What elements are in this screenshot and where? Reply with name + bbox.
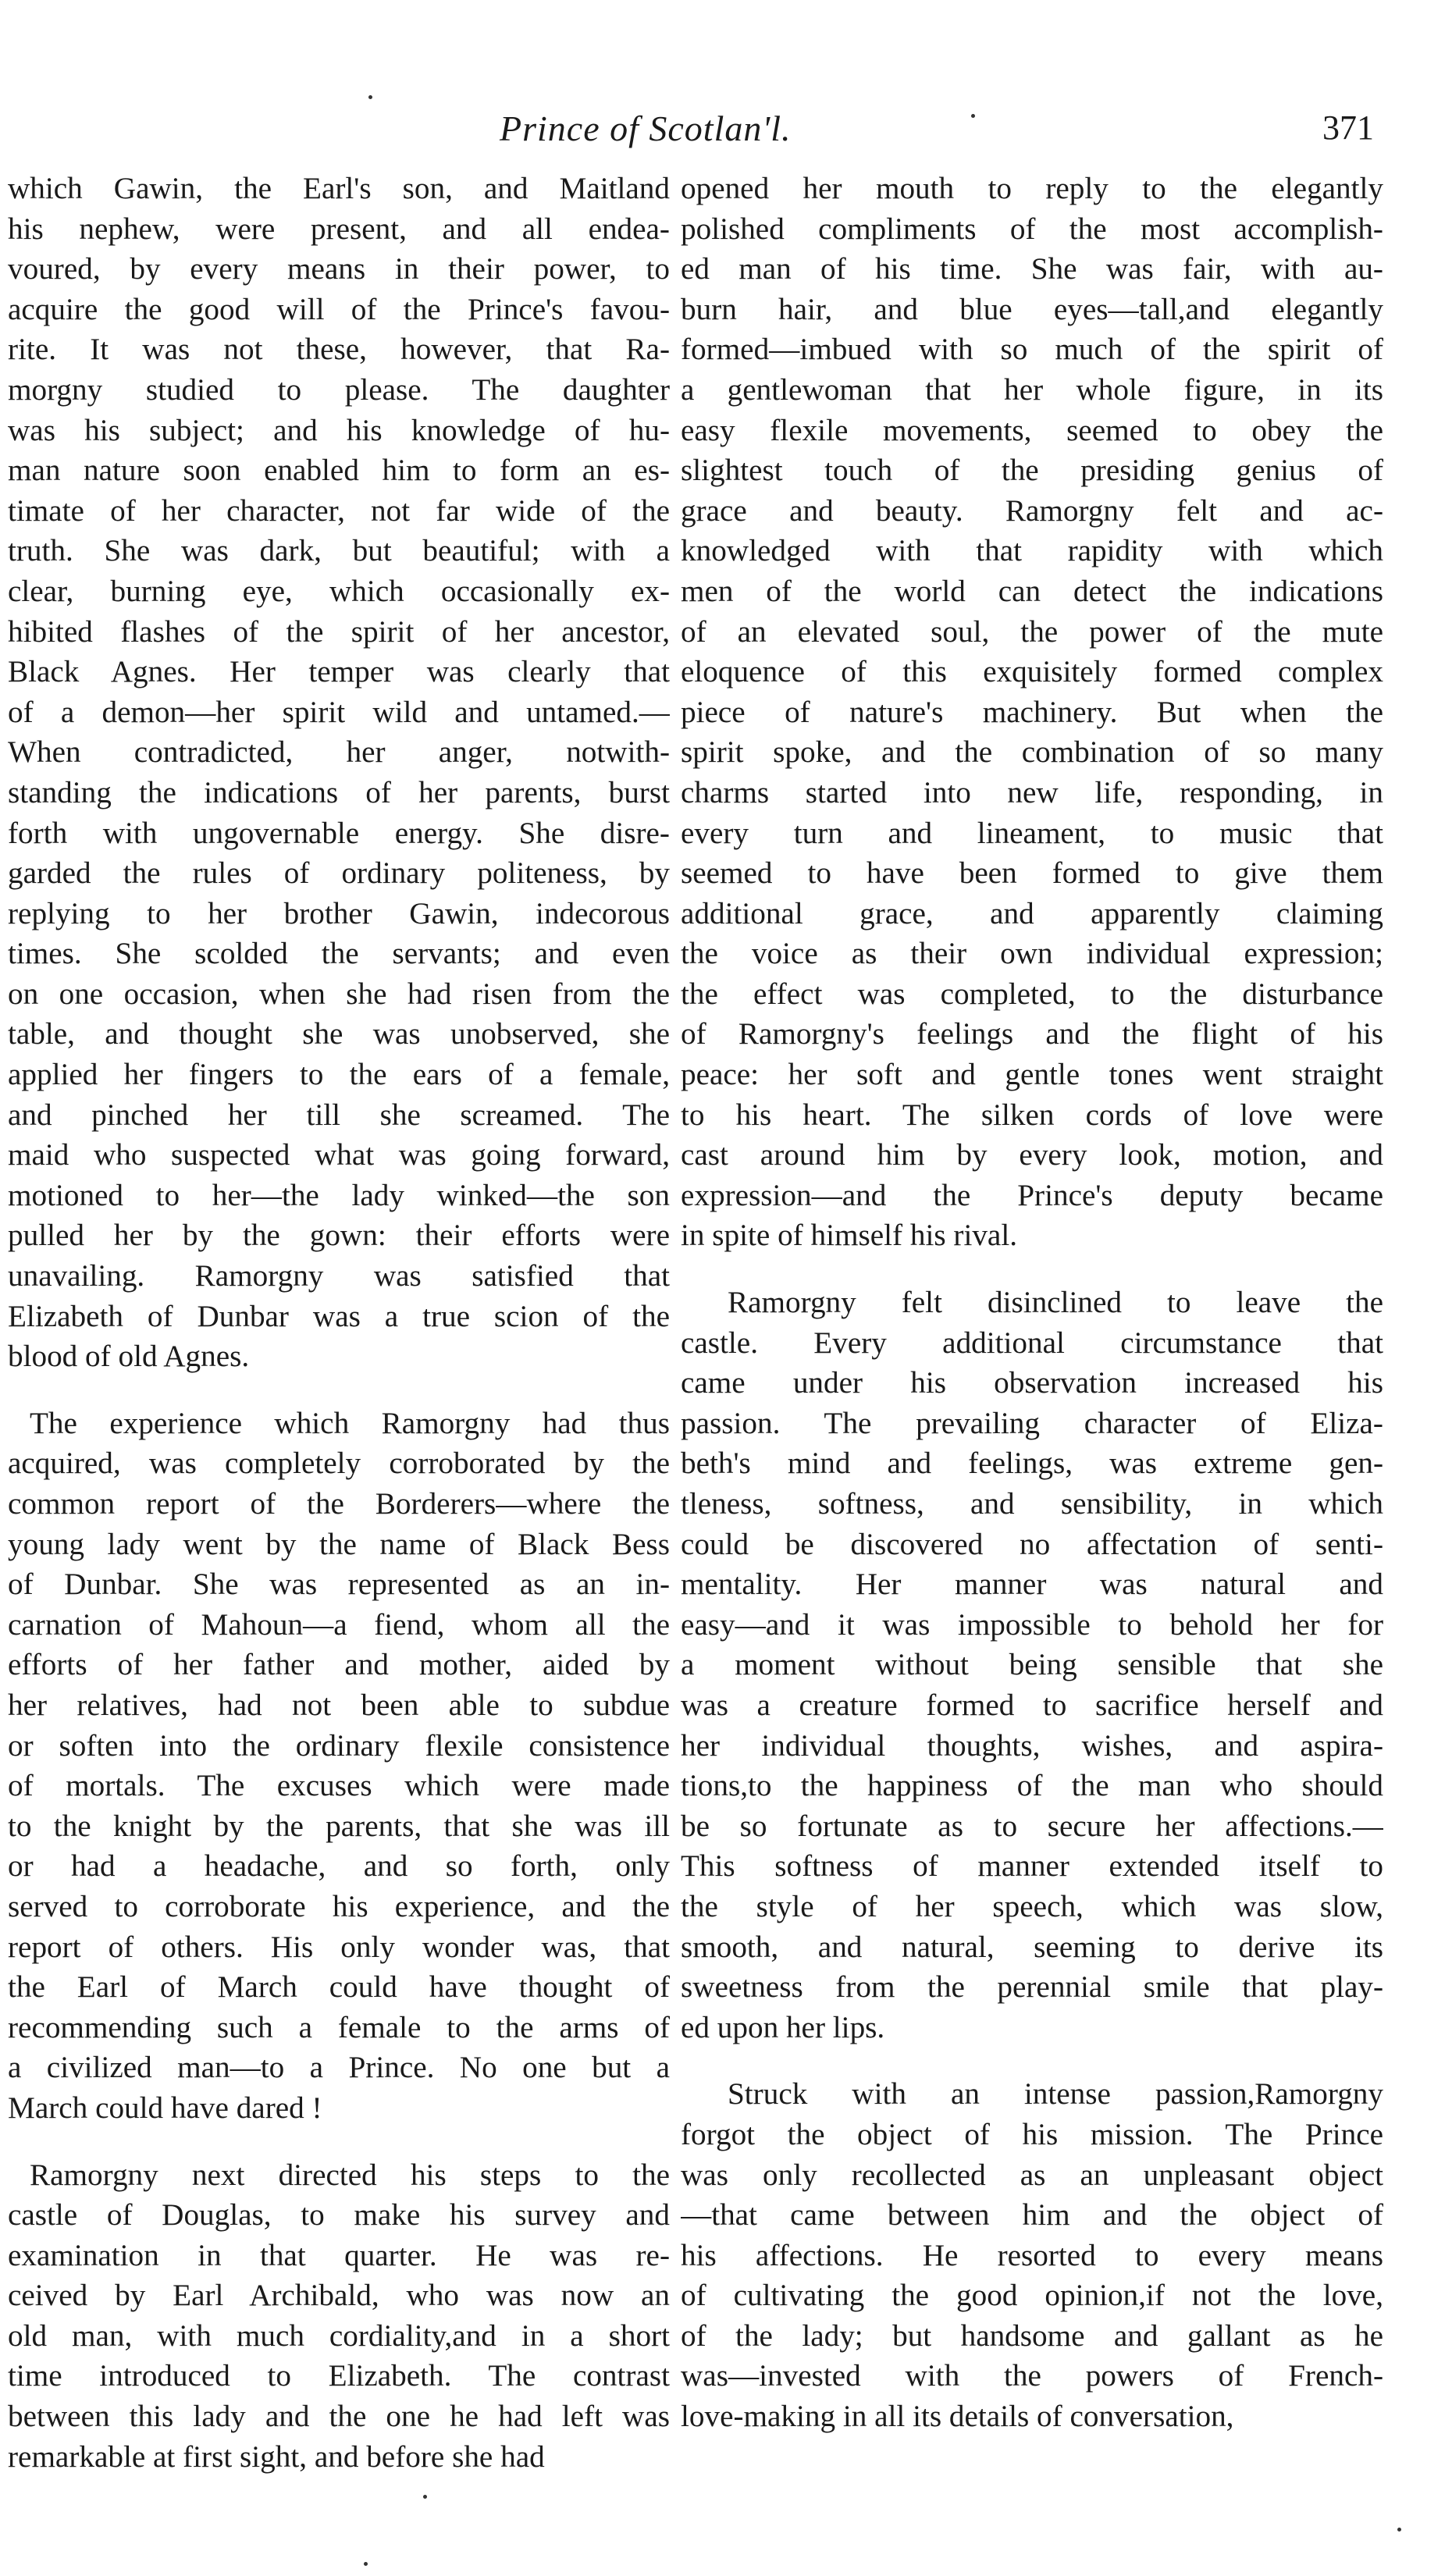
text-line: was a creature formed to sacrifice herself and xyxy=(681,1688,1383,1722)
text-line: to the knight by the parents, that she was ill xyxy=(8,1809,670,1843)
text-line: ed man of his time. She was fair, with au- xyxy=(681,252,1383,286)
paragraph-gap xyxy=(681,1256,1383,1283)
text-line: Ramorgny felt disinclined to leave the xyxy=(728,1286,1383,1320)
text-line: to his heart. The silken cords of love were xyxy=(681,1098,1383,1132)
text-line: of the lady; but handsome and gallant as he xyxy=(681,2318,1383,2353)
text-line: common report of the Borderers—where the xyxy=(8,1487,670,1521)
text-line: could be discovered no affectation of senti- xyxy=(681,1527,1383,1561)
text-line: tleness, softness, and sensibility, in which xyxy=(681,1487,1383,1521)
text-line: Elizabeth of Dunbar was a true scion of the xyxy=(8,1299,670,1333)
text-line: opened her mouth to reply to the elegantly xyxy=(681,172,1383,205)
text-line: between this lady and the one he had left was xyxy=(8,2400,670,2434)
text-line: a civilized man—to a Prince. No one but a xyxy=(8,2051,670,2085)
text-line: examination in that quarter. He was re- xyxy=(8,2238,670,2272)
text-line: This softness of manner extended itself to xyxy=(681,1849,1383,1884)
right-column xyxy=(681,169,1383,2437)
text-line: timate of her character, not far wide of the xyxy=(8,493,670,528)
text-line: piece of nature's machinery. But when the xyxy=(681,695,1383,729)
paragraph xyxy=(681,2074,1383,2436)
text-line: on one occasion, when she had risen from the xyxy=(8,977,670,1011)
paragraph-gap xyxy=(681,2048,1383,2074)
paragraph xyxy=(681,169,1383,1256)
text-line: charms started into new life, responding, in xyxy=(681,775,1383,809)
text-line: —that came between him and the object of xyxy=(681,2198,1383,2233)
text-line: came under his observation increased his xyxy=(681,1366,1383,1400)
paragraph xyxy=(8,169,670,1377)
text-line: standing the indications of her parents, burst xyxy=(8,775,670,809)
text-line: the voice as their own individual expression; xyxy=(681,937,1383,971)
text-line: blood of old Agnes. xyxy=(8,1340,250,1374)
text-line: easy flexile movements, seemed to obey the xyxy=(681,413,1383,447)
text-line: When contradicted, her anger, notwith- xyxy=(8,735,670,770)
text-line: table, and thought she was unobserved, she xyxy=(8,1017,670,1051)
text-line: forth with ungovernable energy. She disre- xyxy=(8,816,670,850)
text-line: was only recollected as an unpleasant object xyxy=(681,2158,1383,2192)
ink-speck xyxy=(364,2562,368,2566)
paragraph xyxy=(8,1404,670,2129)
text-line: his affections. He resorted to every means xyxy=(681,2238,1383,2272)
text-line: expression—and the Prince's deputy became xyxy=(681,1178,1383,1212)
text-line: hibited flashes of the spirit of her ancestor, xyxy=(8,614,670,649)
text-line: Black Agnes. Her temper was clearly that xyxy=(8,655,670,689)
text-line: served to corroborate his experience, and the xyxy=(8,1889,670,1923)
text-line: in spite of himself his rival. xyxy=(681,1219,1018,1253)
text-line: or soften into the ordinary flexile consistence xyxy=(8,1728,670,1763)
text-line: tions,to the happiness of the man who should xyxy=(681,1769,1383,1803)
text-line: peace: her soft and gentle tones went straight xyxy=(681,1058,1383,1092)
text-line: castle. Every additional circumstance that xyxy=(681,1325,1383,1360)
ink-speck xyxy=(1397,2528,1401,2532)
text-line: times. She scolded the servants; and even xyxy=(8,937,670,971)
text-line: a gentlewoman that her whole figure, in its xyxy=(681,372,1383,407)
text-line: The experience which Ramorgny had thus xyxy=(30,1406,670,1440)
text-line: forgot the object of his mission. The Prince xyxy=(681,2117,1383,2151)
text-line: of Ramorgny's feelings and the flight of his xyxy=(681,1017,1383,1051)
text-line: grace and beauty. Ramorgny felt and ac- xyxy=(681,493,1383,528)
text-line: easy—and it was impossible to behold her for xyxy=(681,1607,1383,1642)
paragraph-gap xyxy=(8,1377,670,1404)
text-line: be so fortunate as to secure her affections.— xyxy=(681,1809,1383,1843)
text-line: morgny studied to please. The daughter xyxy=(8,372,670,407)
text-line: every turn and lineament, to music that xyxy=(681,816,1383,850)
text-line: and pinched her till she screamed. The xyxy=(8,1098,670,1132)
text-line: clear, burning eye, which occasionally ex- xyxy=(8,574,670,608)
text-line: acquired, was completely corroborated by the xyxy=(8,1446,670,1481)
text-line: beth's mind and feelings, was extreme gen- xyxy=(681,1446,1383,1481)
text-line: of mortals. The excuses which were made xyxy=(8,1769,670,1803)
text-line: March could have dared ! xyxy=(8,2090,322,2125)
ink-speck xyxy=(368,95,372,99)
text-line: garded the rules of ordinary politeness, by xyxy=(8,856,670,891)
text-line: formed—imbued with so much of the spirit of xyxy=(681,333,1383,367)
text-line: young lady went by the name of Black Bess xyxy=(8,1527,670,1561)
paragraph xyxy=(8,2155,670,2478)
text-line: man nature soon enabled him to form an es- xyxy=(8,454,670,488)
text-line: which Gawin, the Earl's son, and Maitland xyxy=(8,172,670,205)
text-line: of a demon—her spirit wild and untamed.— xyxy=(8,695,670,729)
text-line: castle of Douglas, to make his survey and xyxy=(8,2198,670,2233)
text-line: spirit spoke, and the combination of so many xyxy=(681,735,1383,770)
text-line: replying to her brother Gawin, indecorous xyxy=(8,896,670,930)
text-line: cast around him by every look, motion, and xyxy=(681,1138,1383,1172)
text-line: additional grace, and apparently claiming xyxy=(681,896,1383,930)
text-line: seemed to have been formed to give them xyxy=(681,856,1383,891)
text-line: Ramorgny next directed his steps to the xyxy=(30,2158,670,2192)
page-number: 371 xyxy=(1322,109,1374,147)
text-line: remarkable at first sight, and before she had xyxy=(8,2439,545,2474)
text-line: his nephew, were present, and all endea- xyxy=(8,212,670,246)
text-line: burn hair, and blue eyes—tall,and elegantly xyxy=(681,292,1383,326)
text-line: ed upon her lips. xyxy=(681,2010,885,2044)
text-line: knowledged with that rapidity with which xyxy=(681,534,1383,568)
text-line: eloquence of this exquisitely formed complex xyxy=(681,655,1383,689)
text-line: time introduced to Elizabeth. The contrast xyxy=(8,2359,670,2393)
text-line: maid who suspected what was going forward, xyxy=(8,1138,670,1172)
text-line: or had a headache, and so forth, only xyxy=(8,1849,670,1884)
text-line: truth. She was dark, but beautiful; with a xyxy=(8,534,670,568)
text-line: sweetness from the perennial smile that play- xyxy=(681,1970,1383,2005)
text-line: was his subject; and his knowledge of hu- xyxy=(8,413,670,447)
text-line: men of the world can detect the indications xyxy=(681,574,1383,608)
paragraph-gap xyxy=(8,2129,670,2155)
text-line: love-making in all its details of conversation, xyxy=(681,2400,1234,2434)
text-line: of an elevated soul, the power of the mute xyxy=(681,614,1383,649)
text-line: unavailing. Ramorgny was satisfied that xyxy=(8,1259,670,1293)
text-line: the Earl of March could have thought of xyxy=(8,1970,670,2005)
text-line: voured, by every means in their power, to xyxy=(8,252,670,286)
paragraph xyxy=(681,1283,1383,2048)
text-line: acquire the good will of the Prince's favou- xyxy=(8,292,670,326)
text-line: old man, with much cordiality,and in a short xyxy=(8,2318,670,2353)
text-line: report of others. His only wonder was, that xyxy=(8,1930,670,1964)
text-line: the style of her speech, which was slow, xyxy=(681,1889,1383,1923)
running-title: Prince of Scotlan'l. xyxy=(500,109,792,148)
text-line: of Dunbar. She was represented as an in- xyxy=(8,1567,670,1602)
text-line: a moment without being sensible that she xyxy=(681,1648,1383,1682)
text-line: ceived by Earl Archibald, who was now an xyxy=(8,2279,670,2313)
text-line: passion. The prevailing character of Eliza- xyxy=(681,1406,1383,1440)
text-line: slightest touch of the presiding genius of xyxy=(681,454,1383,488)
text-line: Struck with an intense passion,Ramorgny xyxy=(728,2077,1383,2112)
text-line: the effect was completed, to the disturbance xyxy=(681,977,1383,1011)
text-line: efforts of her father and mother, aided by xyxy=(8,1648,670,1682)
text-line: her individual thoughts, wishes, and aspira- xyxy=(681,1728,1383,1763)
text-line: of cultivating the good opinion,if not the love, xyxy=(681,2279,1383,2313)
text-line: recommending such a female to the arms of xyxy=(8,2010,670,2044)
text-line: applied her fingers to the ears of a female, xyxy=(8,1058,670,1092)
text-line: polished compliments of the most accomplish- xyxy=(681,212,1383,246)
text-line: mentality. Her manner was natural and xyxy=(681,1567,1383,1602)
text-line: carnation of Mahoun—a fiend, whom all the xyxy=(8,1607,670,1642)
text-line: her relatives, had not been able to subdue xyxy=(8,1688,670,1722)
text-line: smooth, and natural, seeming to derive its xyxy=(681,1930,1383,1964)
text-line: motioned to her—the lady winked—the son xyxy=(8,1178,670,1212)
left-column xyxy=(8,169,670,2477)
ink-speck xyxy=(971,114,975,118)
text-line: was—invested with the powers of French- xyxy=(681,2359,1383,2393)
text-line: rite. It was not these, however, that Ra- xyxy=(8,333,670,367)
text-line: pulled her by the gown: their efforts were xyxy=(8,1219,670,1253)
ink-speck xyxy=(423,2495,427,2499)
